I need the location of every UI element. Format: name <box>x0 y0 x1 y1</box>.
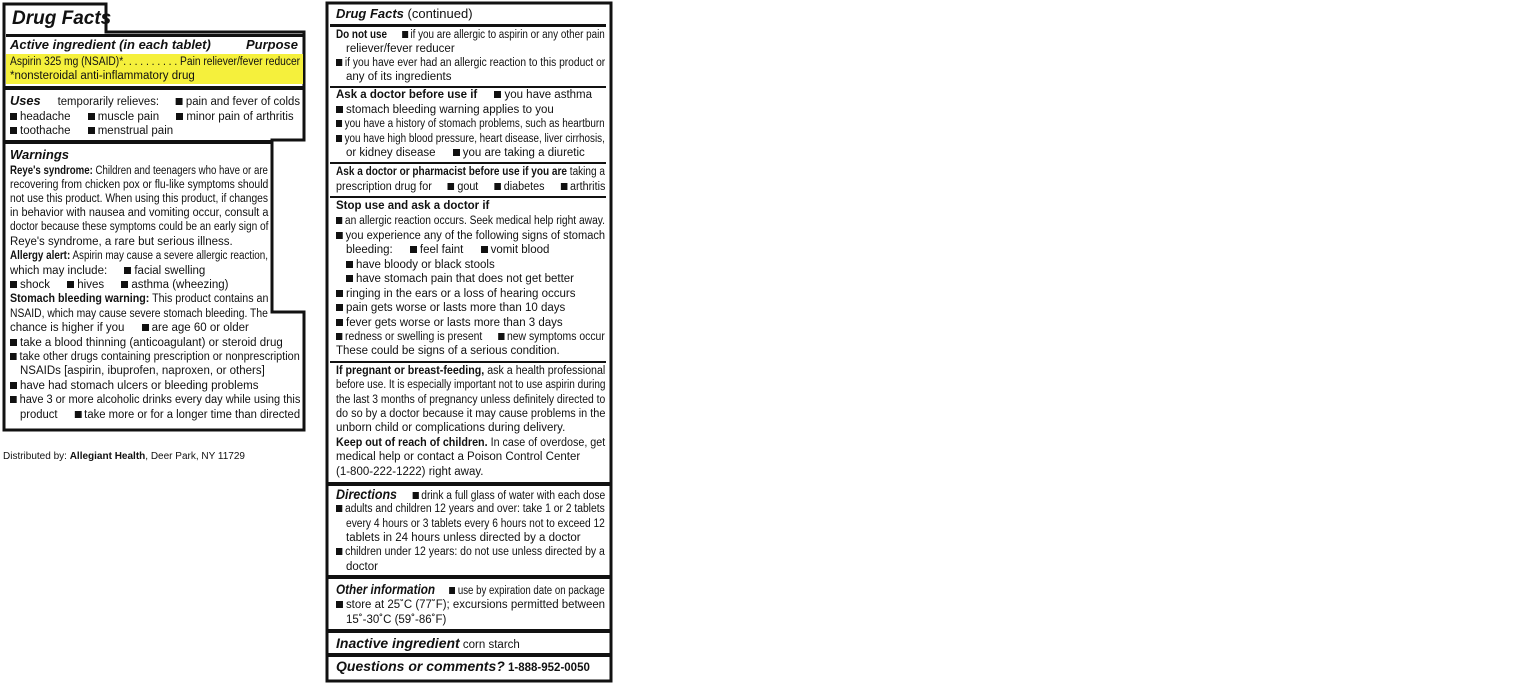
uses-line-3 <box>10 124 173 138</box>
stop-use-item: These could be signs of a serious condition. <box>336 345 560 357</box>
stomach-item: have had stomach ulcers or bleeding problems <box>20 380 259 392</box>
uses-header: Uses <box>10 93 41 108</box>
allergy-item: asthma (wheezing) <box>131 279 229 291</box>
ask-pharmacist-line-1 <box>336 180 605 194</box>
directions-item: doctor <box>346 561 378 573</box>
continued-title <box>336 7 473 21</box>
ask-doctor-row <box>336 132 605 146</box>
directions-item: every 4 hours or 3 tablets every 6 hours not to exceed 12 <box>346 518 605 530</box>
use-item: minor pain of arthritis <box>186 111 294 123</box>
stop-use-item: pain gets worse or lasts more than 10 days <box>346 302 566 314</box>
warning-text: which may include: <box>10 265 108 277</box>
uses-line-1 <box>10 94 300 109</box>
do-not-use-row <box>336 56 605 70</box>
stop-use-row <box>336 316 563 330</box>
stomach-item: are age 60 or older <box>151 322 249 334</box>
other-info-row <box>336 598 605 612</box>
stop-use-item: feel faint <box>419 244 464 256</box>
ask-doctor-label: Ask a doctor before use if <box>336 89 478 101</box>
uses-intro: temporarily relieves: <box>57 96 160 108</box>
use-item: muscle pain <box>97 111 160 123</box>
reyes-label: Reye's syndrome: <box>10 165 93 177</box>
allergy-item: hives <box>77 279 105 291</box>
pregnancy-text: do so by a doctor because it may cause problems in the <box>336 408 606 420</box>
ask-pharmacist-item: gout <box>457 181 479 193</box>
stop-use-item: have bloody or black stools <box>356 259 495 271</box>
other-info-item: use by expiration date on package <box>457 585 605 597</box>
use-item: toothache <box>20 125 71 137</box>
directions-line-0 <box>336 487 605 503</box>
stop-use-item: bleeding: <box>346 244 393 256</box>
questions-header: Questions or comments? <box>336 658 505 674</box>
pregnancy-text: before use. It is especially important not to use aspirin during <box>336 379 606 391</box>
ask-pharmacist-line-0 <box>336 165 605 179</box>
stomach-item: take other drugs containing prescription or nonprescription <box>19 351 300 363</box>
use-item: menstrual pain <box>97 125 174 137</box>
inactive-header: Inactive ingredient <box>336 635 460 651</box>
do-not-use-item: if you have ever had an allergic reaction to this product or <box>344 57 606 69</box>
nsaid-note: *nonsteroidal anti-inflammatory drug <box>10 70 195 82</box>
ask-doctor-row <box>336 103 554 117</box>
keep-out-label: Keep out of reach of children. <box>336 437 488 449</box>
ask-pharmacist-text: taking a <box>569 166 605 178</box>
stomach-item: take a blood thinning (anticoagulant) or steroid drug <box>20 337 283 349</box>
ask-pharmacist-item: arthritis <box>570 181 606 193</box>
allergy-item: facial swelling <box>134 265 206 277</box>
continued-title-suffix: (continued) <box>403 6 473 21</box>
questions-line <box>336 659 590 675</box>
pregnancy-line-0 <box>336 364 605 378</box>
stomach-item: NSAIDs [aspirin, ibuprofen, naproxen, or others] <box>20 365 265 377</box>
stomach-item-row <box>10 350 300 364</box>
ask-doctor-item: or kidney disease <box>346 147 436 159</box>
allergy-line-0 <box>10 249 268 263</box>
stomach-line-2 <box>10 321 249 335</box>
stop-use-item: ringing in the ears or a loss of hearing occurs <box>346 288 576 300</box>
do-not-use-item: reliever/fever reducer <box>346 43 455 55</box>
stop-use-item: you experience any of the following signs of stomach <box>345 230 606 242</box>
stomach-item-row <box>20 408 300 422</box>
ask-doctor-item: you are taking a diuretic <box>462 147 585 159</box>
inactive-text: corn starch <box>462 639 520 651</box>
stop-use-row <box>336 287 575 301</box>
directions-item: adults and children 12 years and over: take 1 or 2 tablets <box>344 503 605 515</box>
pregnancy-text: the last 3 months of pregnancy unless definitely directed to <box>336 394 606 406</box>
warning-text: in behavior with nausea and vomiting occur, consult a <box>10 207 269 219</box>
other-info-header: Other information <box>336 581 436 597</box>
stomach-item-row <box>10 379 258 393</box>
stomach-item: take more or for a longer time than directed <box>84 409 301 421</box>
ask-doctor-item: you have asthma <box>504 89 593 101</box>
stop-use-row <box>336 330 605 344</box>
ask-doctor-row <box>346 146 585 160</box>
allergy-item: shock <box>20 279 51 291</box>
keep-out-text: (1-800-222-1222) right away. <box>336 466 484 478</box>
directions-item: tablets in 24 hours unless directed by a doctor <box>346 532 581 544</box>
continued-title-main: Drug Facts <box>336 6 404 21</box>
stop-use-item: have stomach pain that does not get better <box>356 273 575 285</box>
other-info-line-0 <box>336 582 605 598</box>
stop-use-row <box>346 243 549 257</box>
directions-item: children under 12 years: do not use unless directed by a <box>345 546 605 558</box>
directions-row <box>336 545 605 559</box>
warning-text: Aspirin may cause a severe allergic reaction, <box>72 250 269 262</box>
stomach-item-row <box>10 336 283 350</box>
ask-doctor-line-0 <box>336 88 592 102</box>
allergy-label: Allergy alert: <box>10 250 71 262</box>
inactive-line <box>336 636 520 652</box>
allergy-line-2 <box>10 278 228 292</box>
stomach-line-0 <box>10 292 268 306</box>
warning-text: recovering from chicken pox or flu-like symptoms should <box>10 179 269 191</box>
stop-use-item: fever gets worse or lasts more than 3 days <box>346 317 563 329</box>
pregnancy-text: ask a health professional <box>487 365 606 377</box>
distributor-location: , Deer Park, NY 11729 <box>145 451 245 462</box>
other-info-item: store at 25˚C (77˚F); excursions permitted between <box>345 599 606 611</box>
ask-doctor-item: you have a history of stomach problems, such as heartburn <box>344 118 605 130</box>
ask-pharmacist-item: diabetes <box>503 181 545 193</box>
pregnancy-label: If pregnant or breast-feeding, <box>336 365 485 377</box>
warning-text: This product contains an <box>152 293 269 305</box>
active-ingredient-line: Aspirin 325 mg (NSAID)*. . . . . . . . . . Pain reliever/fever reducer <box>10 56 301 68</box>
allergy-line-1 <box>10 264 205 278</box>
do-not-use-label: Do not use <box>336 29 388 41</box>
stop-use-row <box>346 272 574 286</box>
warning-text: Reye's syndrome, a rare but serious illness. <box>10 236 233 248</box>
stomach-item: product <box>20 409 58 421</box>
stop-use-row <box>336 229 605 243</box>
ask-doctor-row <box>336 117 605 131</box>
use-item: headache <box>20 111 71 123</box>
distributor-company: Allegiant Health <box>69 451 146 462</box>
do-not-use-item: any of its ingredients <box>346 71 452 83</box>
purpose-header: Purpose <box>246 37 299 52</box>
ask-pharmacist-label: Ask a doctor or pharmacist before use if you are <box>336 166 567 178</box>
warning-text: chance is higher if you <box>10 322 125 334</box>
do-not-use-item: if you are allergic to aspirin or any other pain <box>410 29 605 41</box>
directions-row <box>336 502 605 516</box>
stop-use-row <box>346 258 495 272</box>
ask-doctor-item: stomach bleeding warning applies to you <box>346 104 554 116</box>
keep-out-text: medical help or contact a Poison Control Center <box>336 451 581 463</box>
keep-out-line-0 <box>336 436 605 450</box>
directions-header: Directions <box>336 486 398 502</box>
active-ingredient-header: Active ingredient (in each tablet) <box>10 37 211 52</box>
warning-text: NSAID, which may cause severe stomach bleeding. The <box>10 308 268 320</box>
warning-text: Children and teenagers who have or are <box>95 165 268 177</box>
distributor-footer <box>3 451 245 462</box>
distributor-prefix: Distributed by: <box>3 451 67 462</box>
questions-phone: 1-888-952-0050 <box>508 662 590 674</box>
directions-item: drink a full glass of water with each dose <box>421 490 606 502</box>
ask-pharmacist-text: prescription drug for <box>336 181 432 193</box>
pregnancy-text: unborn child or complications during delivery. <box>336 422 566 434</box>
stop-use-item: an allergic reaction occurs. Seek medical help right away. <box>344 215 605 227</box>
uses-line-2 <box>10 110 294 124</box>
stop-use-row <box>336 214 605 228</box>
warning-text: not use this product. When using this product, if changes <box>10 193 269 205</box>
stop-use-item: redness or swelling is present <box>345 331 483 343</box>
keep-out-text: In case of overdose, get <box>490 437 606 449</box>
do-not-use-line-0 <box>336 28 605 42</box>
stomach-item-row <box>10 393 300 407</box>
warnings-header: Warnings <box>10 147 69 162</box>
stop-use-item: new symptoms occur <box>506 331 605 343</box>
stop-use-label: Stop use and ask a doctor if <box>336 200 490 212</box>
stomach-item: have 3 or more alcoholic drinks every day while using this <box>19 394 301 406</box>
ask-doctor-item: you have high blood pressure, heart disease, liver cirrhosis, <box>344 133 605 145</box>
stop-use-item: vomit blood <box>490 244 550 256</box>
other-info-item: 15˚-30˚C (59˚-86˚F) <box>346 614 447 626</box>
warning-text: doctor because these symptoms could be an early sign of <box>10 221 269 233</box>
stomach-label: Stomach bleeding warning: <box>10 293 150 305</box>
drug-facts-title: Drug Facts <box>12 8 112 29</box>
stop-use-row <box>336 301 565 315</box>
reyes-line-0 <box>10 164 268 178</box>
use-item: pain and fever of colds <box>185 96 300 108</box>
